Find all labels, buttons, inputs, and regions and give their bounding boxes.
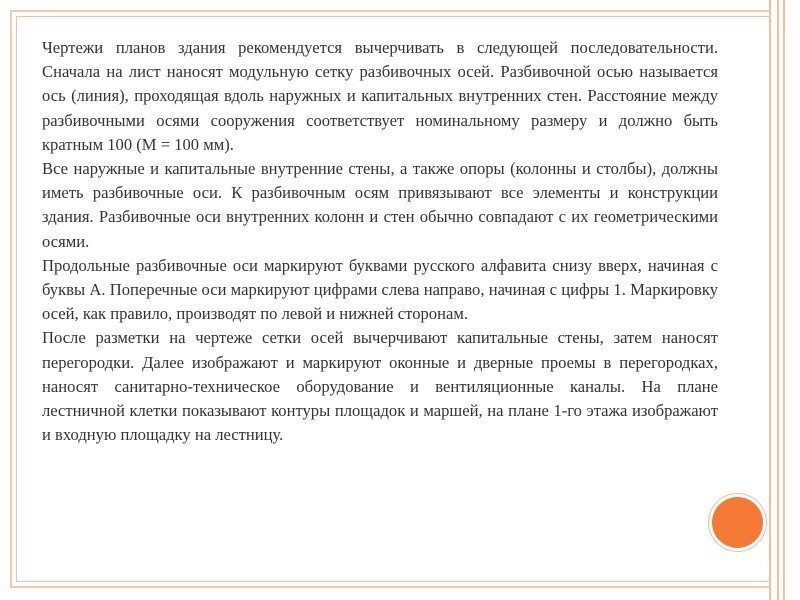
paragraph-drawing-order: После разметки на чертеже сетки осей вычерчивают капитальные стены, затем наносят перегородки. Далее изображают и маркируют оконные и дверные проемы в перегородках, наносят санитарно-техническое оборудование и вентиляционные каналы. На плане лестничной клетки показывают контуры площадок и маршей, на плане 1-го этажа изображают и входную площадку на лестницу.	[42, 328, 718, 445]
decorative-line	[777, 0, 779, 600]
paragraph-axes-grid: Чертежи планов здания рекомендуется вычерчивать в следующей последовательности. Сначала на лист наносят модульную сетку разбивочных осей. Разбивочной осью называется ось (линия), проходящая вдоль наружных и капитальных внутренних стен. Расстояние между разбивочными осями сооружения соответствует номинальному размеру и должно быть кратным 100 (М = 100 мм).	[42, 38, 718, 154]
decorative-circle	[712, 497, 763, 548]
slide-body-text	[42, 36, 718, 447]
decorative-line	[783, 0, 785, 600]
paragraph-axes-marking: Продольные разбивочные оси маркируют буквами русского алфавита снизу вверх, начиная с буквы А. Поперечные оси маркируют цифрами слева направо, начиная с цифры 1. Маркировку осей, как правило, производят по левой и нижней сторонам.	[42, 255, 718, 324]
right-decorative-band	[769, 0, 800, 600]
paragraph-walls-axes: Все наружные и капитальные внутренние стены, а также опоры (колонны и столбы), должны иметь разбивочные оси. К разбивочным осям привязывают все элементы и конструкции здания. Разбивочные оси внутренних колонн и стен обычно совпадают с их геометрическими осями.	[42, 159, 718, 251]
